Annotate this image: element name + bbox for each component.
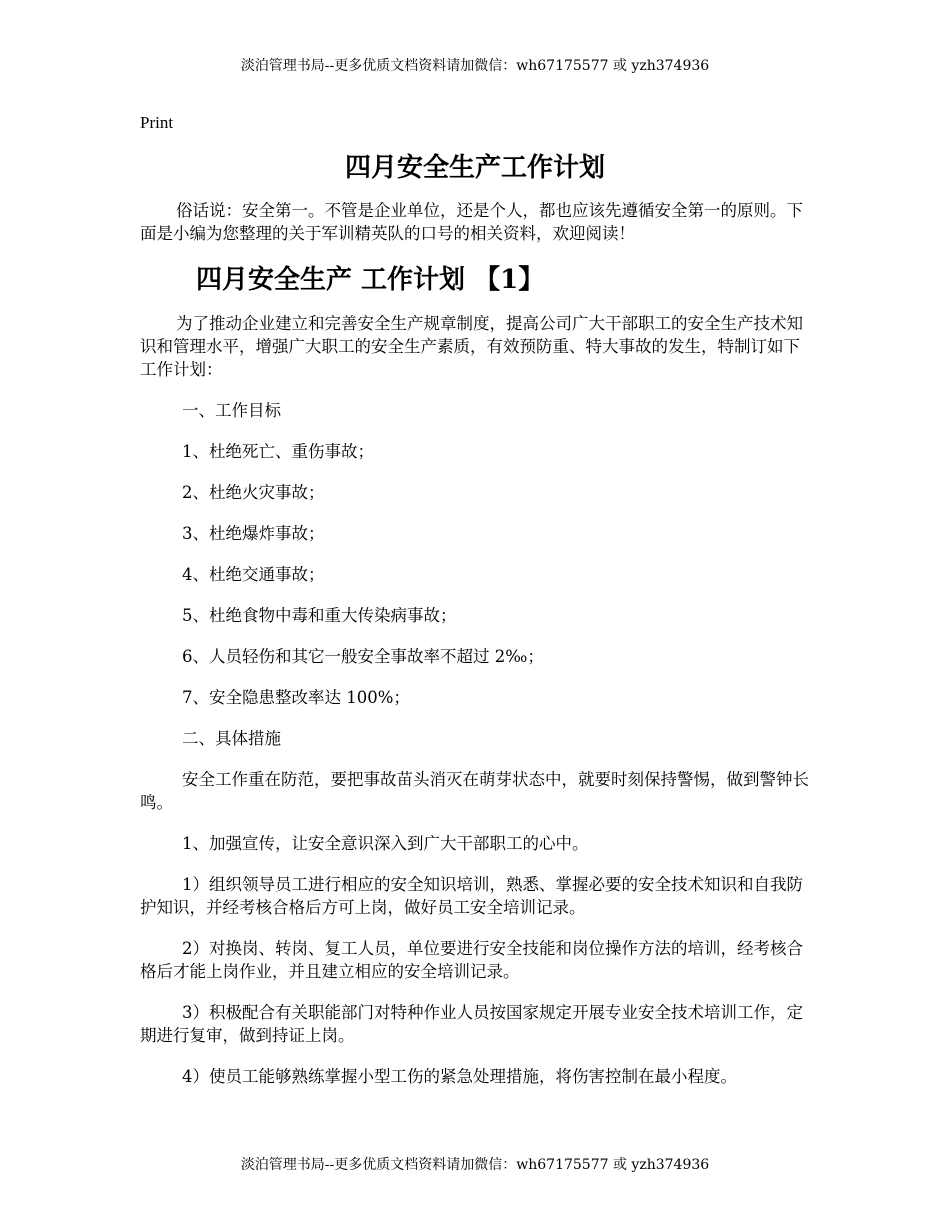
- measures-heading: 二、具体措施: [182, 729, 281, 748]
- print-label: Print: [140, 113, 174, 132]
- measure-subitem: 1）组织领导员工进行相应的安全知识培训，熟悉、掌握必要的安全技术知识和自我防护知识，并经考核合格后方可上岗，做好员工安全培训记录。: [140, 875, 803, 917]
- goal-item: 1、杜绝死亡、重伤事故；: [182, 442, 374, 461]
- measure-subitem: 4）使员工能够熟练掌握小型工伤的紧急处理措施，将伤害控制在最小程度。: [182, 1067, 737, 1086]
- goal-item: 4、杜绝交通事故；: [182, 565, 325, 584]
- goal-item: 6、人员轻伤和其它一般安全事故率不超过 2‰；: [182, 647, 544, 666]
- goal-item: 5、杜绝食物中毒和重大传染病事故；: [182, 606, 457, 625]
- measure-item: 1、加强宣传，让安全意识深入到广大干部职工的心中。: [182, 834, 589, 853]
- measures-intro: 安全工作重在防范，要把事故苗头消灭在萌芽状态中，就要时刻保持警惕，做到警钟长鸣。: [140, 770, 809, 812]
- purpose-paragraph: 为了推动企业建立和完善安全生产规章制度，提高公司广大干部职工的安全生产技术知识和管理水平，增强广大职工的安全生产素质，有效预防重、特大事故的发生，特制订如下工作计划：: [140, 314, 803, 379]
- goal-item: 3、杜绝爆炸事故；: [182, 524, 325, 543]
- page-footer: 淡泊管理书局--更多优质文档资料请加微信：wh67175577 或 yzh374936: [240, 1157, 710, 1173]
- document-body: [140, 113, 810, 1106]
- intro-paragraph: 俗话说：安全第一。不管是企业单位，还是个人，都也应该先遵循安全第一的原则。下面是小编为您整理的关于军训精英队的口号的相关资料，欢迎阅读！: [140, 201, 803, 243]
- goal-item: 7、安全隐患整改率达 100%；: [182, 688, 410, 707]
- goals-heading: 一、工作目标: [182, 401, 281, 420]
- section-title: 四月安全生产 工作计划 【1】: [196, 265, 545, 295]
- measure-subitem: 2）对换岗、转岗、复工人员，单位要进行安全技能和岗位操作方法的培训，经考核合格后才能上岗作业，并且建立相应的安全培训记录。: [140, 939, 803, 981]
- measure-subitem: 3）积极配合有关职能部门对特种作业人员按国家规定开展专业安全技术培训工作，定期进行复审，做到持证上岗。: [140, 1003, 803, 1045]
- goal-item: 2、杜绝火灾事故；: [182, 483, 325, 502]
- document-title: 四月安全生产工作计划: [344, 153, 605, 183]
- page-header: 淡泊管理书局--更多优质文档资料请加微信：wh67175577 或 yzh374936: [240, 58, 710, 74]
